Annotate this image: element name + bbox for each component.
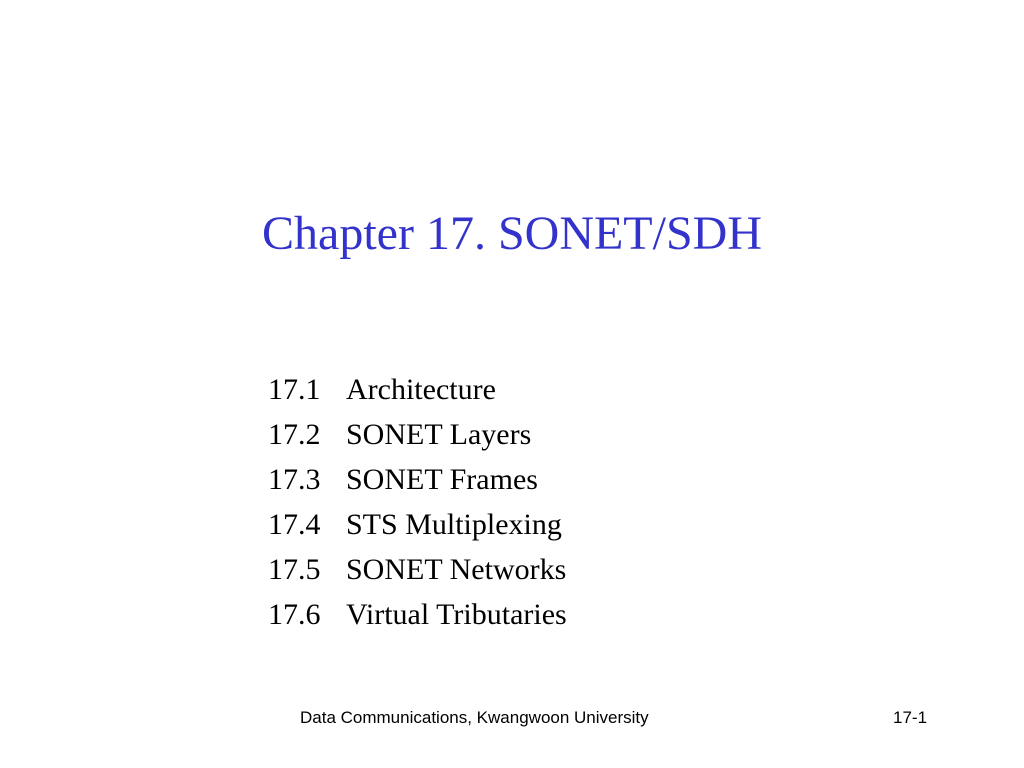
section-label: STS Multiplexing [346,508,562,541]
section-item [268,412,567,457]
section-label: SONET Frames [346,463,538,496]
section-list [268,367,567,637]
section-number: 17.1 [268,373,321,406]
section-number: 17.3 [268,463,321,496]
section-number: 17.2 [268,418,321,451]
section-number: 17.5 [268,553,321,586]
section-label: Architecture [346,373,496,406]
section-item [268,367,567,412]
section-item [268,502,567,547]
footer-course-label: Data Communications, Kwangwoon University [300,708,649,727]
section-label: SONET Networks [346,553,567,586]
section-item [268,592,567,637]
section-label: SONET Layers [346,418,532,451]
section-number: 17.6 [268,598,321,631]
section-item [268,457,567,502]
section-item [268,547,567,592]
section-number: 17.4 [268,508,321,541]
section-label: Virtual Tributaries [346,598,567,631]
footer-page-number: 17-1 [893,708,928,727]
slide-title: Chapter 17. SONET/SDH [262,207,762,260]
